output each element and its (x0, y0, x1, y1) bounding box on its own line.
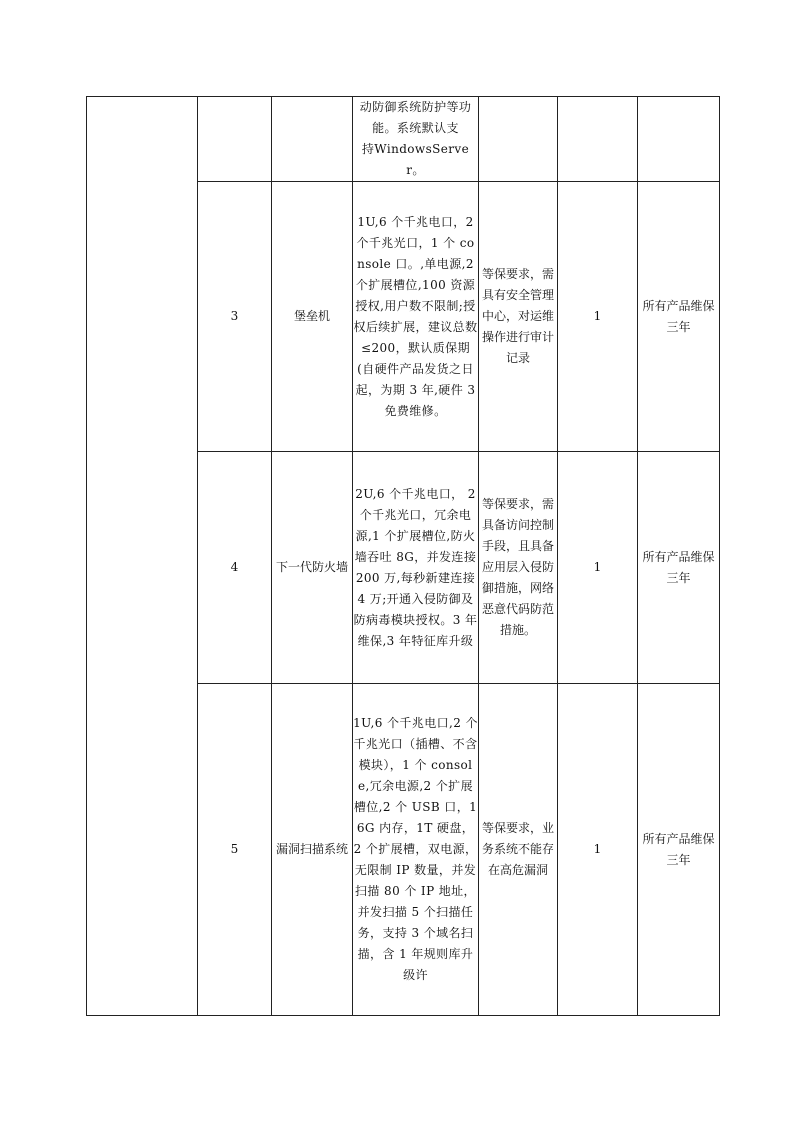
spec-cell: 2U,6 个千兆电口， 2 个千兆光口，冗余电源,1 个扩展槽位,防火墙吞吐 8G，并发连接 200 万,每秒新建连接 4 万;开通入侵防御及防病毒模块授权。3 年维保,3 年特征库升级 (353, 452, 479, 684)
name-cell: 漏洞扫描系统 (272, 684, 353, 1016)
requirement-cell (479, 97, 558, 182)
quantity-cell (558, 97, 638, 182)
spec-cell: 动防御系统防护等功能。系统默认支 持WindowsServer。 (353, 97, 479, 182)
product-spec-table (86, 96, 720, 1016)
requirement-cell: 等保要求，业务系统不能存在高危漏洞 (479, 684, 558, 1016)
quantity-cell: 1 (558, 452, 638, 684)
name-cell: 堡垒机 (272, 182, 353, 452)
name-cell: 下一代防火墙 (272, 452, 353, 684)
warranty-cell (638, 97, 720, 182)
spec-cell: 1U,6 个千兆电口,2 个千兆光口（插槽、不含模块），1 个 console,冗余电源,2 个扩展槽位,2 个 USB 口，16G 内存，1T 硬盘，2 个扩展槽，双电源，无限制 IP 数量，并发扫描 80 个 IP 地址，并发扫描 5 个扫描任务，支持 3 个域名扫描，含 1 年规则库升级许 (353, 684, 479, 1016)
warranty-cell: 所有产品维保三年 (638, 452, 720, 684)
index-cell: 4 (198, 452, 272, 684)
name-cell (272, 97, 353, 182)
index-cell (198, 97, 272, 182)
category-cell (87, 97, 198, 1016)
index-cell: 5 (198, 684, 272, 1016)
table-row (87, 97, 720, 182)
index-cell: 3 (198, 182, 272, 452)
quantity-cell: 1 (558, 182, 638, 452)
requirement-cell: 等保要求，需具备访问控制手段，且具备应用层入侵防御措施，网络恶意代码防范措施。 (479, 452, 558, 684)
quantity-cell: 1 (558, 684, 638, 1016)
spec-cell: 1U,6 个千兆电口，2 个千兆光口，1 个 console 口。,单电源,2 个扩展槽位,100 资源授权,用户数不限制;授权后续扩展，建议总数≤200，默认质保期(自硬件产品发货之日起，为期 3 年,硬件 3 免费维修。 (353, 182, 479, 452)
warranty-cell: 所有产品维保三年 (638, 182, 720, 452)
requirement-cell: 等保要求，需具有安全管理中心，对运维操作进行审计记录 (479, 182, 558, 452)
warranty-cell: 所有产品维保三年 (638, 684, 720, 1016)
